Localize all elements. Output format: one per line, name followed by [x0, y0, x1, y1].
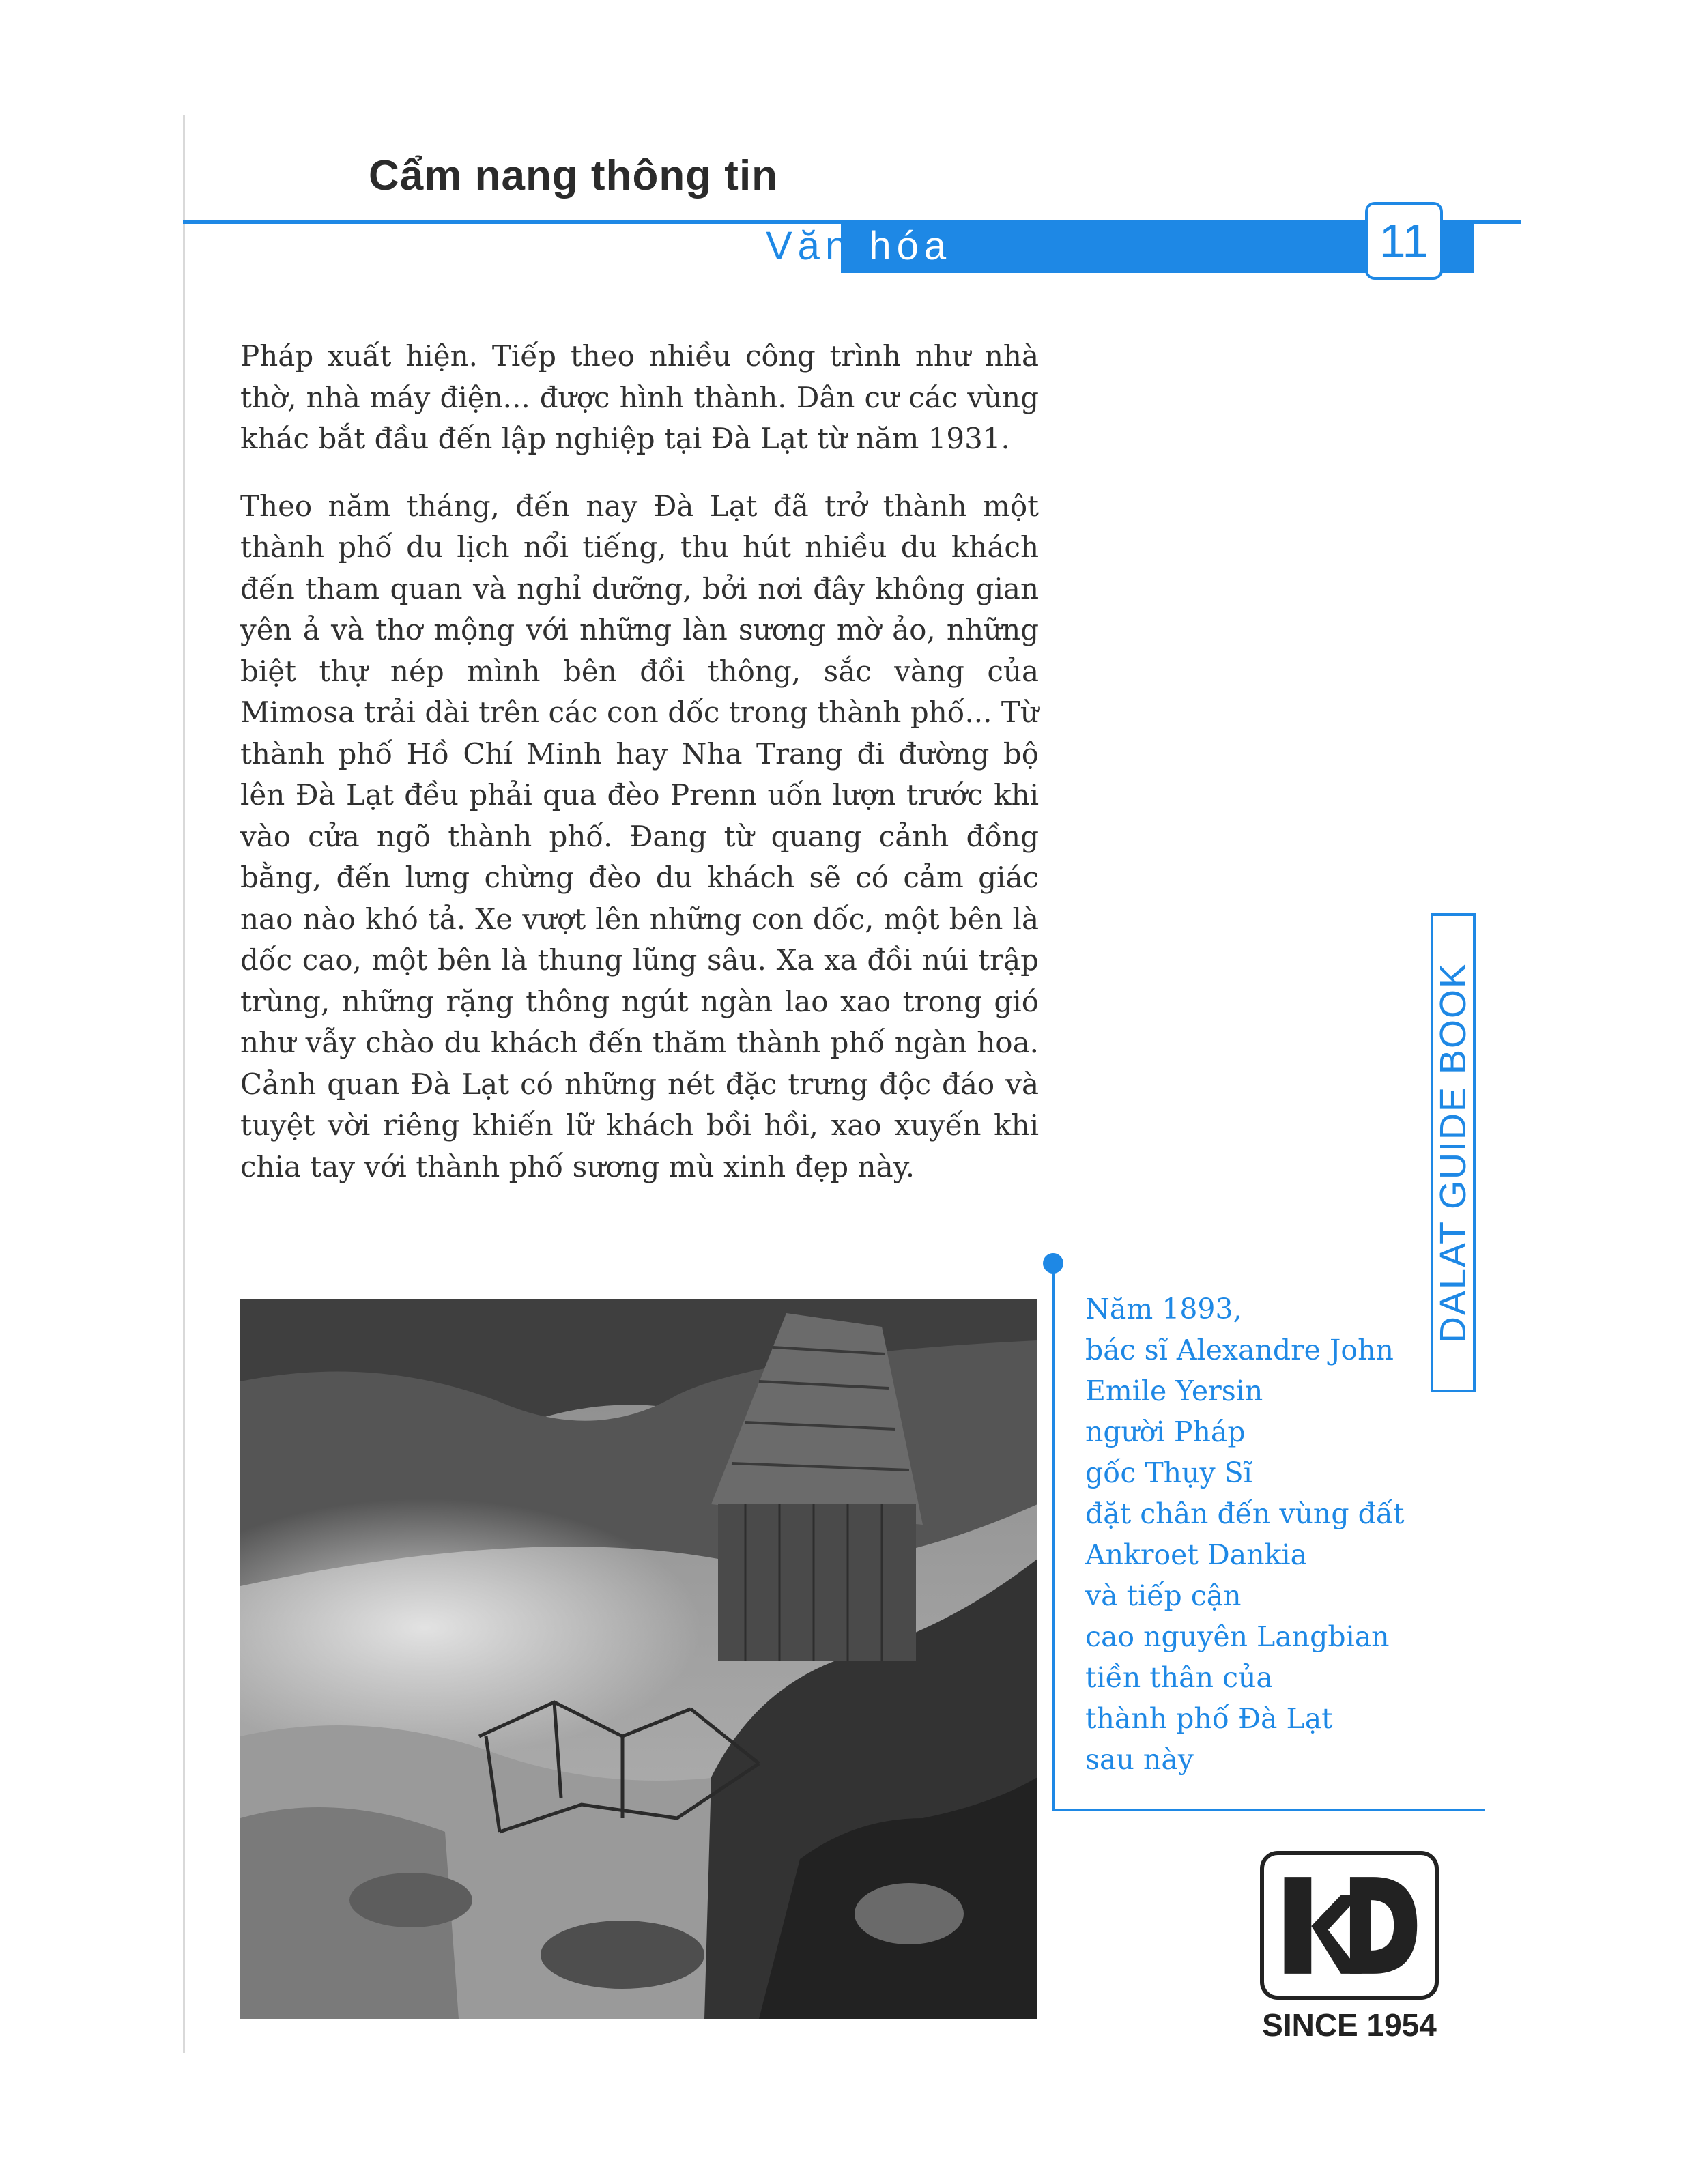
callout-line: Năm 1893, [1085, 1293, 1242, 1325]
publisher-logo [1260, 1851, 1439, 2000]
body-paragraph: Theo năm tháng, đến nay Đà Lạt đã trở thành một thành phố du lịch nổi tiếng, thu hút nhiều du khách đến tham quan và nghỉ dưỡng, bởi nơi đây không gian yên ả và thơ mộng với những làn sương mờ ảo, những biệt thự nép mình bên đồi thông, sắc vàng của Mimosa trải dài trên các con dốc trong thành phố... Từ thành phố Hồ Chí Minh hay Nha Trang đi đường bộ lên Đà Lạt đều phải qua đèo Prenn uốn lượn trước khi vào cửa ngõ thành phố. Đang từ quang cảnh đồng bằng, đến lưng chừng đèo du khách sẽ có cảm giác nao nào khó tả. Xe vượt lên những con dốc, một bên là dốc cao, một bên là thung lũng sâu. Xa xa đồi núi trập trùng, những rặng thông ngút ngàn lao xao trong gió như vẫy chào du khách đến thăm thành phố ngàn hoa. Cảnh quan Đà Lạt có những nét đặc trưng độc đáo và tuyệt vời riêng khiến lữ khách bồi hồi, xao xuyến khi chia tay với thành phố sương mù xinh đẹp này. [240, 489, 1039, 1183]
callout-text [1085, 1289, 1467, 1780]
page-left-rule [183, 115, 185, 2053]
historical-photo [240, 1299, 1037, 2019]
callout-vertical-rule [1052, 1264, 1055, 1811]
header-title: Cẩm nang thông tin [369, 152, 779, 199]
page-number: 11 [1365, 202, 1443, 280]
callout-line: đặt chân đến vùng đất [1085, 1497, 1405, 1530]
callout-line: bác sĩ Alexandre John [1085, 1334, 1394, 1366]
callout-line: Emile Yersin [1085, 1375, 1263, 1407]
section-label-part-1: Văn [766, 224, 853, 268]
callout-line: cao nguyên Langbian [1085, 1620, 1390, 1653]
section-label-part-2: hóa [869, 224, 952, 268]
callout-line: sau này [1085, 1743, 1194, 1776]
callout-horizontal-rule [1052, 1809, 1485, 1811]
logo-caption: SINCE 1954 [1262, 2007, 1437, 2043]
body-paragraph: Pháp xuất hiện. Tiếp theo nhiều công trình như nhà thờ, nhà máy điện... được hình thành. Dân cư các vùng khác bắt đầu đến lập nghiệp tại Đà Lạt từ năm 1931. [240, 339, 1039, 455]
photo-illustration [240, 1299, 1037, 2019]
callout-line: gốc Thụy Sĩ [1085, 1456, 1252, 1489]
callout-line: và tiếp cận [1085, 1579, 1242, 1612]
callout-line: Ankroet Dankia [1085, 1538, 1308, 1571]
body-text [240, 336, 1039, 1213]
callout-line: người Pháp [1085, 1416, 1246, 1448]
side-tab-label: DALAT GUIDE BOOK [1433, 962, 1474, 1344]
page-number-cap [1443, 220, 1474, 273]
callout-line: tiền thân của [1085, 1661, 1273, 1694]
section-label [766, 220, 951, 273]
callout-line: thành phố Đà Lạt [1085, 1702, 1333, 1735]
kd-logo-mark [1264, 1855, 1435, 1996]
